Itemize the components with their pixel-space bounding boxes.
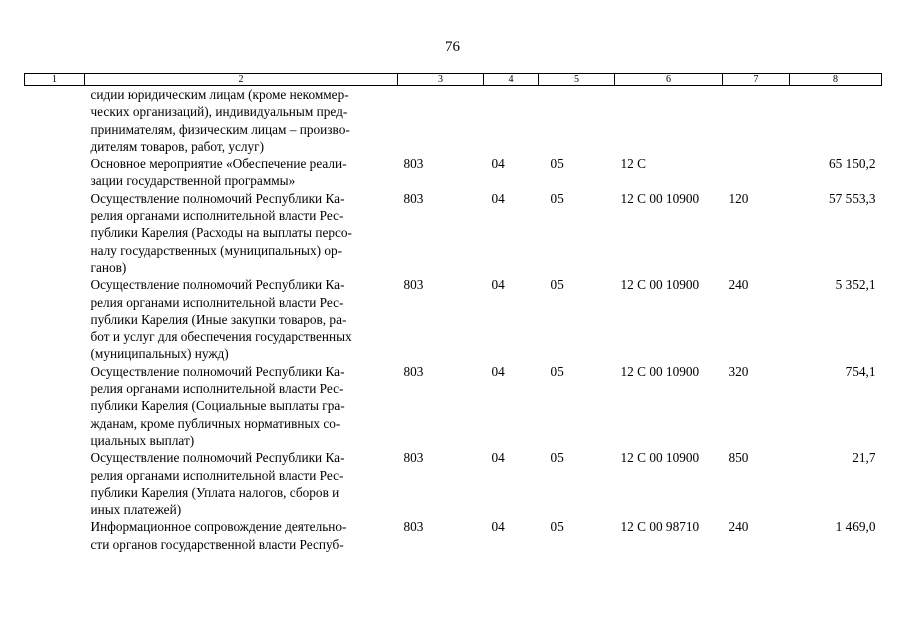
column-header-7: 7 (723, 74, 790, 86)
item-name-line: Осуществление полномочий Республики Ка- (90, 190, 345, 206)
item-name-line: жданам, кроме публичных нормативных со- (90, 415, 341, 431)
page-number: 76 (445, 39, 460, 55)
table-row (25, 363, 882, 449)
item-name-line: принимателям, физическим лицам – произво- (90, 121, 350, 137)
item-name-line: релия органами исполнительной власти Рес- (90, 467, 344, 483)
section-code-cell: 04 (491, 450, 505, 466)
item-name-line: публики Карелия (Иные закупки товаров, ра- (90, 311, 347, 327)
row-number-cell (25, 276, 85, 362)
section-code-cell: 04 (491, 363, 505, 379)
item-name-line: (муниципальных) нужд) (90, 346, 229, 362)
expense-type-cell: 240 (728, 519, 749, 535)
item-name-cell (85, 155, 398, 190)
table-body (25, 86, 882, 554)
item-name-cell (85, 363, 398, 449)
amount-cell: 65 150,2 (828, 156, 876, 172)
amount-cell: 5 352,1 (835, 277, 876, 293)
column-header-2: 2 (85, 74, 398, 86)
table-row (25, 276, 882, 362)
table-row (25, 86, 882, 156)
item-name-line: Осуществление полномочий Республики Ка- (90, 277, 345, 293)
item-name-line: релия органами исполнительной власти Рес- (90, 294, 344, 310)
expense-type-cell (723, 155, 790, 190)
item-name-line: налу государственных (муниципальных) ор- (90, 242, 343, 258)
section-code-cell: 04 (491, 519, 505, 535)
item-name-line: релия органами исполнительной власти Рес- (90, 208, 344, 224)
grbs-code-cell: 803 (403, 190, 424, 206)
item-name-line: Осуществление полномочий Республики Ка- (90, 363, 345, 379)
item-name-line: зации государственной программы» (90, 173, 296, 189)
row-number-cell (25, 190, 85, 276)
subsection-code-cell: 05 (550, 450, 564, 466)
table-row (25, 518, 882, 553)
target-article-cell: 12 С 00 10900 (620, 190, 700, 206)
grbs-code-cell: 803 (403, 519, 424, 535)
target-article-cell: 12 С 00 10900 (620, 450, 700, 466)
grbs-code-cell (398, 86, 484, 156)
column-header-3: 3 (398, 74, 484, 86)
target-article-cell: 12 С (620, 156, 646, 172)
grbs-code-cell: 803 (403, 277, 424, 293)
item-name-line: сти органов государственной власти Респуб- (90, 536, 344, 552)
subsection-code-cell (539, 86, 615, 156)
column-header-6: 6 (615, 74, 723, 86)
expense-type-cell: 850 (728, 450, 749, 466)
item-name-line: циальных выплат) (90, 432, 195, 448)
item-name-cell (85, 86, 398, 156)
item-name-cell (85, 190, 398, 276)
item-name-cell (85, 449, 398, 518)
item-name-line: Информационное сопровождение деятельно- (90, 519, 347, 535)
expense-type-cell: 120 (728, 190, 749, 206)
item-name-line: дителям товаров, работ, услуг) (90, 138, 265, 154)
grbs-code-cell: 803 (403, 450, 424, 466)
table-row (25, 190, 882, 276)
grbs-code-cell: 803 (403, 363, 424, 379)
row-number-cell (25, 86, 85, 156)
target-article-cell: 12 С 00 10900 (620, 277, 700, 293)
amount-cell (790, 86, 882, 156)
item-name-line: сидии юридическим лицам (кроме некоммер- (90, 87, 349, 102)
item-name-line: ганов) (90, 259, 127, 275)
amount-cell: 57 553,3 (828, 190, 876, 206)
grbs-code-cell: 803 (403, 156, 424, 172)
item-name-cell (85, 276, 398, 362)
section-code-cell: 04 (491, 156, 505, 172)
item-name-line: публики Карелия (Уплата налогов, сборов и (90, 484, 340, 500)
column-header-5: 5 (539, 74, 615, 86)
target-article-cell: 12 С 00 10900 (620, 363, 700, 379)
subsection-code-cell: 05 (550, 190, 564, 206)
item-name-line: публики Карелия (Социальные выплаты гра- (90, 398, 345, 414)
item-name-line: иных платежей) (90, 502, 182, 518)
row-number-cell (25, 363, 85, 449)
column-number-row (25, 74, 882, 86)
expense-type-cell: 320 (728, 363, 749, 379)
item-name-line: бот и услуг для обеспечения государственных (90, 329, 352, 345)
table-row (25, 449, 882, 518)
item-name-line: Основное мероприятие «Обеспечение реали- (90, 156, 347, 172)
row-number-cell (25, 518, 85, 553)
subsection-code-cell: 05 (550, 519, 564, 535)
item-name-cell (85, 518, 398, 553)
table-row (25, 155, 882, 190)
column-header-1: 1 (25, 74, 85, 86)
expense-type-cell: 240 (728, 277, 749, 293)
row-number-cell (25, 155, 85, 190)
subsection-code-cell: 05 (550, 363, 564, 379)
budget-table (24, 73, 882, 553)
column-header-8: 8 (790, 74, 882, 86)
item-name-line: релия органами исполнительной власти Рес- (90, 381, 344, 397)
row-number-cell (25, 449, 85, 518)
target-article-cell: 12 С 00 98710 (620, 519, 700, 535)
expense-type-cell (723, 86, 790, 156)
amount-cell: 1 469,0 (835, 519, 876, 535)
subsection-code-cell: 05 (550, 156, 564, 172)
target-article-cell (615, 86, 723, 156)
amount-cell: 754,1 (845, 363, 876, 379)
item-name-line: ческих организаций), индивидуальным пред- (90, 104, 348, 120)
section-code-cell: 04 (491, 277, 505, 293)
column-header-4: 4 (484, 74, 539, 86)
amount-cell: 21,7 (852, 450, 876, 466)
section-code-cell (484, 86, 539, 156)
item-name-line: публики Карелия (Расходы на выплаты персо- (90, 225, 352, 241)
section-code-cell: 04 (491, 190, 505, 206)
item-name-line: Осуществление полномочий Республики Ка- (90, 450, 345, 466)
subsection-code-cell: 05 (550, 277, 564, 293)
